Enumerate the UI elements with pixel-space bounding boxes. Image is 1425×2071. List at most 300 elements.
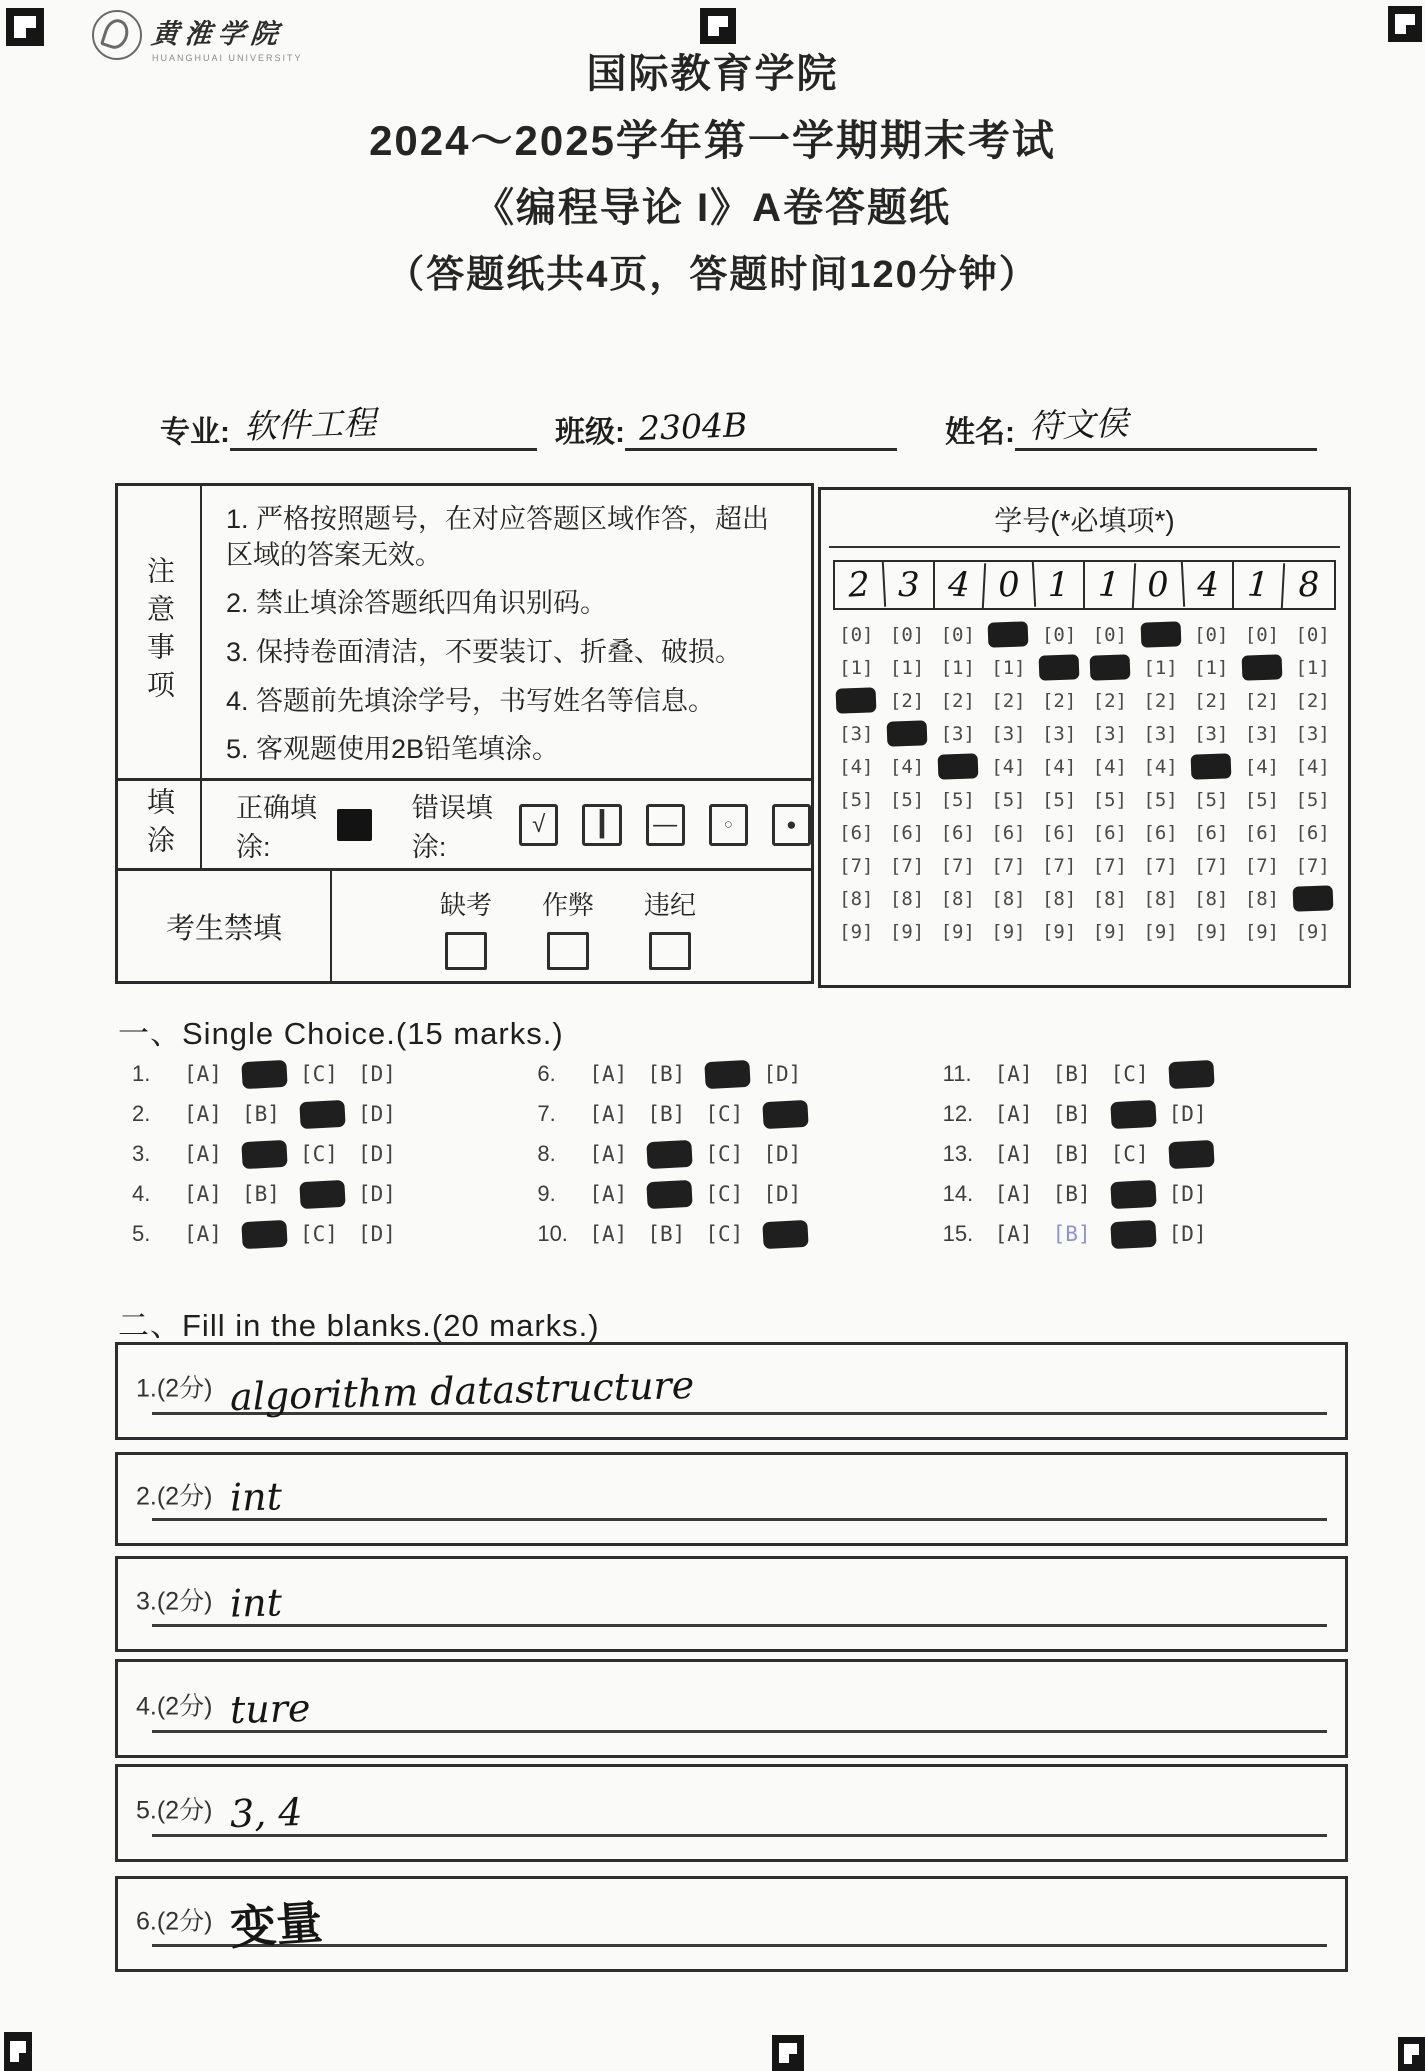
fiducial-marker-bottom-right xyxy=(1398,2037,1425,2071)
option-C: [C] xyxy=(1110,1062,1149,1086)
id-bubble-9: [9] xyxy=(940,920,975,943)
fiducial-marker-top-center xyxy=(700,8,736,44)
answer-underline xyxy=(152,1624,1327,1627)
option-B xyxy=(242,1061,300,1088)
option-B: [B] xyxy=(647,1102,686,1126)
wrong-fill-label: 错误填涂: xyxy=(411,792,493,862)
id-bubble-9: [9] xyxy=(1194,920,1229,943)
handwritten-answer: int xyxy=(229,1580,283,1626)
wrong-fill-dash-mark: — xyxy=(646,804,685,846)
id-bubble-4: [4] xyxy=(991,755,1026,778)
fiducial-marker-top-left xyxy=(6,8,44,46)
option-B: [B] xyxy=(1052,1102,1091,1126)
cheating-label: 作弊 xyxy=(542,890,595,920)
filled-answer-bubble xyxy=(241,1059,287,1088)
question-number: 7. xyxy=(537,1101,556,1126)
absent-label: 缺考 xyxy=(440,890,493,920)
filled-answer-bubble xyxy=(647,1139,693,1168)
notice-box xyxy=(115,483,814,984)
question-number: 5. xyxy=(132,1221,151,1246)
id-bubble-6: [6] xyxy=(1194,821,1229,844)
option-B xyxy=(647,1181,705,1208)
question-row xyxy=(132,1100,501,1128)
student-id-digit: 0 xyxy=(984,561,1036,610)
cheating-item xyxy=(542,885,594,971)
single-choice-answer-grid xyxy=(132,1060,1312,1248)
id-bubble-6: [6] xyxy=(889,821,925,844)
id-bubble-4: [4] xyxy=(1143,755,1178,778)
question-row xyxy=(537,1220,906,1248)
exam-term-title: 2024～2025学年第一学期期末考试 xyxy=(369,117,1056,164)
option-A: [A] xyxy=(184,1222,222,1246)
absent-item xyxy=(440,885,492,971)
blank-label: 4.(2分) xyxy=(136,1692,213,1721)
option-B: [B] xyxy=(242,1102,280,1126)
option-C: [C] xyxy=(705,1182,744,1206)
blank-answer-box xyxy=(115,1556,1348,1652)
name-label: 姓名: xyxy=(945,416,1015,449)
id-bubble-1 xyxy=(1034,651,1085,684)
id-bubble-2: [2] xyxy=(1194,689,1229,712)
question-number: 3. xyxy=(132,1141,151,1166)
fiducial-marker-bottom-left xyxy=(4,2032,32,2071)
id-bubble-9: [9] xyxy=(889,920,925,943)
id-bubble-2: [2] xyxy=(1143,689,1178,712)
option-C xyxy=(300,1101,358,1128)
option-C xyxy=(300,1181,358,1208)
blank-label: 1.(2分) xyxy=(136,1374,213,1403)
correct-fill-label: 正确填涂: xyxy=(236,792,317,862)
option-B xyxy=(647,1141,705,1168)
id-bubble-4: [4] xyxy=(839,755,874,778)
id-bubble-5: [5] xyxy=(839,788,874,811)
cheating-checkbox xyxy=(547,932,589,970)
id-bubble-7: [7] xyxy=(1041,854,1077,877)
question-row xyxy=(943,1180,1312,1208)
option-D: [D] xyxy=(763,1062,802,1086)
id-bubble-7: [7] xyxy=(889,854,925,877)
handwritten-answer: algorithm datastructure xyxy=(229,1362,695,1420)
student-id-digit: 1 xyxy=(1233,561,1285,610)
examinee-prohibited-label: 考生禁填 xyxy=(118,871,332,981)
fill-blanks-section-title: 二、Fill in the blanks.(20 marks.) xyxy=(118,1308,600,1343)
id-bubble-7: [7] xyxy=(991,854,1026,877)
question-number: 13. xyxy=(942,1141,974,1166)
id-bubble-1: [1] xyxy=(1143,656,1178,679)
filled-answer-bubble xyxy=(705,1059,751,1088)
id-bubble-4: [4] xyxy=(1244,755,1280,778)
question-row xyxy=(132,1220,501,1248)
id-bubble-8: [8] xyxy=(839,887,874,910)
question-number: 9. xyxy=(537,1181,556,1206)
option-C: [C] xyxy=(300,1062,338,1086)
id-bubble-8: [8] xyxy=(1194,887,1229,910)
id-bubble-6: [6] xyxy=(940,821,975,844)
option-C xyxy=(1111,1181,1169,1208)
id-bubble-6: [6] xyxy=(839,821,874,844)
option-D: [D] xyxy=(763,1142,802,1166)
question-row xyxy=(132,1060,501,1088)
id-bubble-3: [3] xyxy=(1244,722,1280,745)
filling-examples-row xyxy=(202,781,811,868)
violation-checkbox xyxy=(649,932,691,970)
notice-vertical-label: 注意事项 xyxy=(118,486,202,778)
question-row xyxy=(537,1140,906,1168)
question-number: 10. xyxy=(537,1221,568,1246)
question-number: 1. xyxy=(132,1061,151,1086)
option-B: [B] xyxy=(1052,1062,1091,1086)
id-bubble-3: [3] xyxy=(1194,722,1229,745)
id-bubble-2: [2] xyxy=(991,689,1026,712)
id-bubble-6: [6] xyxy=(1143,821,1178,844)
option-D: [D] xyxy=(358,1142,396,1166)
id-bubble-4: [4] xyxy=(889,755,925,778)
major-handwritten-value: 软件工程 xyxy=(243,402,377,447)
question-number: 15. xyxy=(942,1221,974,1246)
option-B: [B] xyxy=(647,1062,686,1086)
id-bubble-5: [5] xyxy=(1092,788,1127,811)
notice-item: 3. 保持卷面清洁，不要装订、折叠、破损。 xyxy=(226,637,743,667)
student-id-digit: 4 xyxy=(1184,562,1234,608)
id-bubble-8: [8] xyxy=(1092,887,1127,910)
answer-underline xyxy=(152,1730,1327,1733)
id-bubble-5: [5] xyxy=(991,788,1026,811)
filled-answer-bubble xyxy=(1110,1219,1156,1248)
student-id-digit: 1 xyxy=(1083,561,1135,610)
id-bubble-3: [3] xyxy=(1143,722,1178,745)
option-D: [D] xyxy=(763,1182,802,1206)
option-D: [D] xyxy=(1168,1222,1207,1246)
option-C: [C] xyxy=(300,1222,338,1246)
option-B xyxy=(242,1141,300,1168)
filled-answer-bubble xyxy=(1110,1179,1156,1208)
university-name: 黄淮学院 xyxy=(150,19,286,50)
id-bubble-7: [7] xyxy=(940,854,975,877)
course-sheet-title: 《编程导论 I》A卷答题纸 xyxy=(473,186,952,230)
id-bubble-1 xyxy=(1085,651,1136,684)
option-A: [A] xyxy=(184,1182,222,1206)
option-D xyxy=(1169,1061,1227,1088)
id-bubble-7: [7] xyxy=(839,854,874,877)
blank-answer-box xyxy=(115,1342,1348,1440)
id-bubble-1: [1] xyxy=(991,656,1026,679)
id-bubble-2: [2] xyxy=(940,689,975,712)
id-bubble-0: [0] xyxy=(889,623,925,646)
wrong-fill-dot-mark: ● xyxy=(772,804,811,846)
prohibited-checkbox-zone xyxy=(332,871,811,981)
handwritten-answer: int xyxy=(229,1474,283,1520)
id-bubble-3: [3] xyxy=(839,722,874,745)
fiducial-marker-top-right xyxy=(1388,6,1422,42)
id-bubble-6: [6] xyxy=(1092,821,1127,844)
student-id-handwritten-digits xyxy=(833,560,1336,610)
question-row xyxy=(537,1100,906,1128)
id-bubble-5: [5] xyxy=(1295,788,1330,811)
id-bubble-9: [9] xyxy=(1244,920,1280,943)
question-row xyxy=(537,1060,906,1088)
option-C: [C] xyxy=(705,1142,744,1166)
option-D: [D] xyxy=(358,1102,396,1126)
option-D xyxy=(763,1221,821,1248)
filled-id-bubble xyxy=(988,621,1029,647)
id-bubble-6: [6] xyxy=(991,821,1026,844)
id-bubble-3: [3] xyxy=(1295,722,1330,745)
single-choice-column xyxy=(537,1060,906,1248)
filled-id-bubble xyxy=(1292,885,1333,911)
filled-id-bubble xyxy=(836,687,877,713)
option-D xyxy=(763,1101,821,1128)
id-bubble-4: [4] xyxy=(1295,755,1330,778)
id-bubble-4: [4] xyxy=(1041,755,1077,778)
id-bubble-0: [0] xyxy=(839,623,874,646)
option-C: [C] xyxy=(705,1222,744,1246)
id-bubble-5: [5] xyxy=(1041,788,1077,811)
question-row xyxy=(943,1140,1312,1168)
option-C: [C] xyxy=(1110,1142,1149,1166)
id-bubble-9: [9] xyxy=(1143,920,1178,943)
answer-underline xyxy=(152,1834,1327,1837)
class-handwritten-value: 2304B xyxy=(638,405,748,448)
student-id-digit: 2 xyxy=(834,561,886,610)
student-id-bubble-grid xyxy=(831,618,1338,948)
option-A: [A] xyxy=(589,1182,628,1206)
id-bubble-8: [8] xyxy=(940,887,975,910)
wrong-fill-check-mark: √ xyxy=(519,804,558,846)
id-bubble-5: [5] xyxy=(1244,788,1280,811)
filled-answer-bubble xyxy=(1168,1059,1214,1088)
id-bubble-0 xyxy=(983,618,1034,651)
question-number: 8. xyxy=(537,1141,556,1166)
filled-id-bubble xyxy=(1089,654,1130,680)
id-bubble-5: [5] xyxy=(1143,788,1178,811)
student-id-digit: 3 xyxy=(885,562,935,608)
notice-item: 5. 客观题使用2B铅笔填涂。 xyxy=(226,734,560,765)
id-bubble-8: [8] xyxy=(889,887,925,910)
major-label: 专业: xyxy=(160,416,230,449)
filled-answer-bubble xyxy=(1168,1139,1214,1168)
option-C: [C] xyxy=(300,1142,338,1166)
filled-answer-bubble xyxy=(763,1219,809,1248)
name-field xyxy=(1015,398,1317,451)
option-D xyxy=(1169,1141,1227,1168)
fiducial-marker-bottom-center xyxy=(772,2035,804,2071)
filled-answer-bubble xyxy=(299,1099,345,1128)
student-id-header: 学号(*必填项*) xyxy=(821,490,1348,548)
question-number: 12. xyxy=(942,1101,974,1126)
filled-id-bubble xyxy=(1140,621,1181,647)
id-bubble-1: [1] xyxy=(1194,656,1229,679)
notice-item: 4. 答题前先填涂学号，书写姓名等信息。 xyxy=(226,685,716,716)
id-bubble-2: [2] xyxy=(1092,689,1127,712)
option-B: [B] xyxy=(1052,1142,1091,1166)
id-bubble-0: [0] xyxy=(1295,623,1330,646)
question-number: 6. xyxy=(537,1061,556,1086)
id-bubble-0: [0] xyxy=(1041,623,1077,646)
option-D: [D] xyxy=(1168,1182,1207,1206)
id-bubble-0: [0] xyxy=(940,623,975,646)
question-row xyxy=(132,1180,501,1208)
blank-answer-box xyxy=(115,1764,1348,1862)
handwritten-answer: 3, 4 xyxy=(229,1790,304,1836)
id-bubble-0 xyxy=(1135,618,1186,651)
option-A: [A] xyxy=(184,1142,222,1166)
blank-label: 6.(2分) xyxy=(136,1907,213,1936)
option-A: [A] xyxy=(589,1142,628,1166)
id-bubble-7: [7] xyxy=(1244,854,1280,877)
filled-answer-bubble xyxy=(1110,1099,1156,1128)
option-D: [D] xyxy=(358,1062,396,1086)
blank-answer-box xyxy=(115,1452,1348,1546)
id-bubble-2: [2] xyxy=(889,689,925,712)
id-bubble-3: [3] xyxy=(940,722,975,745)
college-title: 国际教育学院 xyxy=(586,52,839,96)
id-bubble-1: [1] xyxy=(1295,656,1330,679)
question-number: 2. xyxy=(132,1101,151,1126)
absent-checkbox xyxy=(445,932,487,970)
filled-id-bubble xyxy=(1242,654,1283,680)
question-number: 11. xyxy=(942,1061,972,1086)
notice-item: 1. 严格按照题号，在对应答题区域作答，超出区域的答案无效。 xyxy=(226,504,770,570)
filled-answer-bubble xyxy=(647,1179,693,1208)
id-bubble-6: [6] xyxy=(1244,821,1280,844)
id-bubble-8: [8] xyxy=(991,887,1026,910)
filled-answer-bubble xyxy=(241,1219,287,1248)
option-C xyxy=(1111,1221,1169,1248)
question-row xyxy=(943,1060,1312,1088)
option-A: [A] xyxy=(589,1102,628,1126)
id-bubble-1: [1] xyxy=(940,656,975,679)
answer-underline xyxy=(152,1518,1327,1521)
id-bubble-2: [2] xyxy=(1041,689,1077,712)
option-A: [A] xyxy=(994,1182,1033,1206)
university-name-latin: HUANGHUAI UNIVERSITY xyxy=(152,53,303,63)
question-number: 4. xyxy=(132,1181,151,1206)
id-bubble-9: [9] xyxy=(991,920,1026,943)
student-id-digit: 1 xyxy=(1035,562,1085,608)
student-id-box xyxy=(818,487,1351,988)
id-bubble-4: [4] xyxy=(1092,755,1127,778)
question-row xyxy=(132,1140,501,1168)
option-A: [A] xyxy=(589,1062,628,1086)
id-bubble-1 xyxy=(1237,651,1288,684)
option-B: [B] xyxy=(1052,1182,1091,1206)
option-C: [C] xyxy=(705,1102,744,1126)
id-bubble-7: [7] xyxy=(1143,854,1178,877)
single-choice-column xyxy=(132,1060,501,1248)
student-id-digit: 8 xyxy=(1297,564,1321,606)
option-B: [B] xyxy=(1052,1222,1091,1246)
violation-label: 违纪 xyxy=(644,890,697,920)
filled-answer-bubble xyxy=(299,1179,345,1208)
handwritten-answer: ture xyxy=(229,1685,311,1733)
blank-answer-box xyxy=(115,1659,1348,1758)
id-bubble-4 xyxy=(932,750,983,783)
id-bubble-1: [1] xyxy=(889,656,925,679)
id-bubble-6: [6] xyxy=(1041,821,1077,844)
id-bubble-5: [5] xyxy=(940,788,975,811)
option-D: [D] xyxy=(358,1182,396,1206)
wrong-fill-circle-mark: ○ xyxy=(709,804,748,846)
id-bubble-3 xyxy=(882,717,933,750)
id-bubble-8: [8] xyxy=(1143,887,1178,910)
id-bubble-4 xyxy=(1186,750,1237,783)
question-row xyxy=(943,1220,1312,1248)
id-bubble-3: [3] xyxy=(1092,722,1127,745)
class-label: 班级: xyxy=(555,416,625,449)
sheet-info-subtitle: （答题纸共4页，答题时间120分钟） xyxy=(386,254,1039,296)
correct-fill-mark xyxy=(337,809,372,841)
option-A: [A] xyxy=(994,1222,1033,1246)
notice-list xyxy=(202,486,811,778)
id-bubble-3: [3] xyxy=(1041,722,1077,745)
id-bubble-7: [7] xyxy=(1194,854,1229,877)
id-bubble-7: [7] xyxy=(1295,854,1330,877)
option-A: [A] xyxy=(994,1062,1033,1086)
id-bubble-2 xyxy=(831,684,882,717)
option-C xyxy=(705,1061,763,1088)
single-choice-column xyxy=(943,1060,1312,1248)
answer-underline xyxy=(152,1944,1327,1947)
option-D: [D] xyxy=(1168,1102,1207,1126)
option-A: [A] xyxy=(589,1222,628,1246)
option-B xyxy=(242,1221,300,1248)
id-bubble-5: [5] xyxy=(1194,788,1229,811)
notice-item: 2. 禁止填涂答题纸四角识别码。 xyxy=(226,588,608,619)
option-A: [A] xyxy=(994,1102,1033,1126)
id-bubble-8: [8] xyxy=(1244,887,1280,910)
blank-label: 3.(2分) xyxy=(136,1587,213,1616)
filled-id-bubble xyxy=(1191,753,1232,779)
id-bubble-5: [5] xyxy=(889,788,925,811)
id-bubble-8: [8] xyxy=(1041,887,1077,910)
blank-label: 5.(2分) xyxy=(136,1796,213,1825)
id-bubble-9: [9] xyxy=(1041,920,1077,943)
id-bubble-1: [1] xyxy=(839,656,874,679)
id-bubble-9: [9] xyxy=(1295,920,1330,943)
id-bubble-0: [0] xyxy=(1194,623,1229,646)
name-handwritten-value: 符文侯 xyxy=(1028,403,1129,446)
id-bubble-9: [9] xyxy=(839,920,874,943)
filled-answer-bubble xyxy=(241,1139,287,1168)
filled-id-bubble xyxy=(887,720,928,746)
id-bubble-8 xyxy=(1287,882,1338,915)
option-C xyxy=(1111,1101,1169,1128)
student-info-line xyxy=(0,398,1425,460)
id-bubble-9: [9] xyxy=(1092,920,1127,943)
major-field xyxy=(230,398,537,451)
student-id-digit: 0 xyxy=(1133,561,1185,610)
option-B: [B] xyxy=(242,1182,280,1206)
question-number: 14. xyxy=(942,1181,974,1206)
id-bubble-7: [7] xyxy=(1092,854,1127,877)
filled-id-bubble xyxy=(937,753,978,779)
option-D: [D] xyxy=(358,1222,396,1246)
id-bubble-2: [2] xyxy=(1295,689,1330,712)
blank-answer-box xyxy=(115,1876,1348,1972)
id-bubble-6: [6] xyxy=(1295,821,1330,844)
id-bubble-0: [0] xyxy=(1244,623,1280,646)
question-row xyxy=(943,1100,1312,1128)
class-field xyxy=(625,398,897,451)
filled-answer-bubble xyxy=(763,1099,809,1128)
handwritten-answer: 变量 xyxy=(228,1895,324,1955)
single-choice-section-title: 一、Single Choice.(15 marks.) xyxy=(118,1016,564,1051)
id-bubble-3: [3] xyxy=(991,722,1026,745)
option-A: [A] xyxy=(184,1102,222,1126)
filled-id-bubble xyxy=(1039,654,1080,680)
blank-label: 2.(2分) xyxy=(136,1482,213,1511)
option-A: [A] xyxy=(994,1142,1033,1166)
